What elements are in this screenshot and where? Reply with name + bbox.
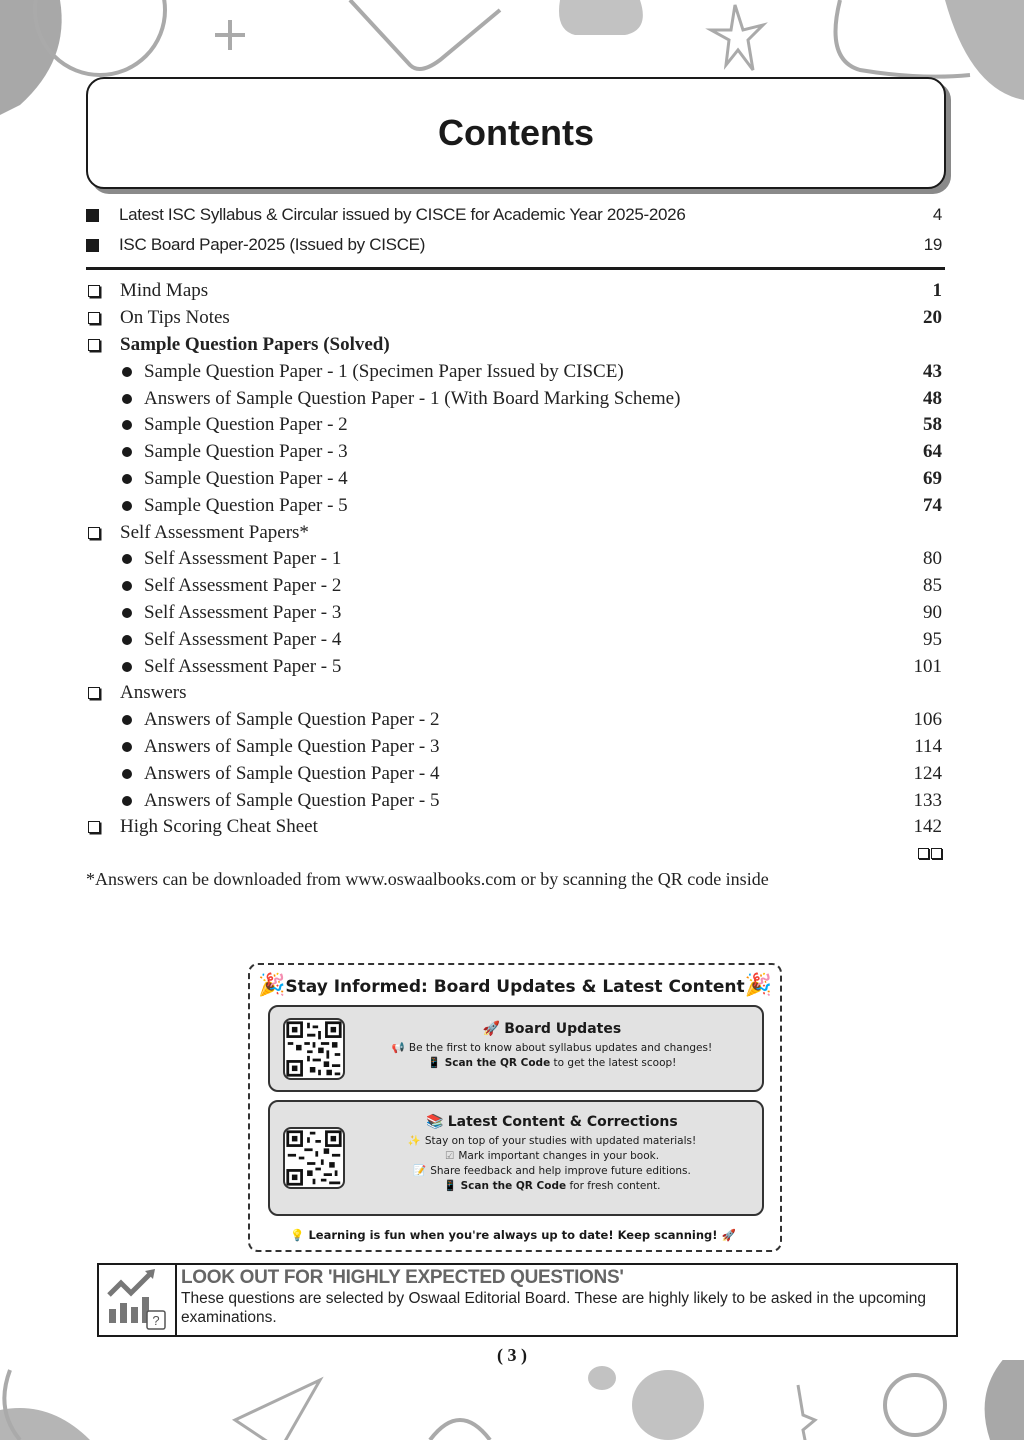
toc-label: Sample Question Paper - 2	[144, 414, 348, 436]
toc-page-number: 20	[923, 307, 942, 329]
toc-page-number: 1	[932, 280, 942, 302]
checkbox-bullet-icon	[88, 339, 100, 351]
toc-item[interactable]	[86, 787, 942, 814]
toc-item[interactable]	[86, 546, 942, 573]
toc-page-number: 80	[923, 548, 942, 570]
toc-label: Sample Question Paper - 1 (Specimen Paper Issued by CISCE)	[144, 360, 624, 382]
scan-qr-label: Scan the QR Code	[444, 1057, 551, 1069]
toc-page-number: 85	[923, 575, 942, 597]
qr-code-board-updates[interactable]	[283, 1018, 345, 1080]
toc-label: Sample Question Paper - 4	[144, 467, 348, 489]
toc-item[interactable]	[86, 466, 942, 493]
featured-item-page: 19	[923, 235, 942, 254]
toc-page-number: 133	[913, 789, 942, 811]
toc-item[interactable]	[86, 412, 942, 439]
toc-item[interactable]	[86, 760, 942, 787]
panel-line: to get the latest scoop!	[550, 1057, 677, 1069]
toc-item[interactable]	[86, 653, 942, 680]
toc-section[interactable]	[86, 278, 942, 305]
toc-section[interactable]	[86, 680, 942, 707]
dot-bullet-icon	[122, 367, 132, 377]
featured-item-label: Latest ISC Syllabus & Circular issued by CISCE for Academic Year 2025-2026	[119, 205, 686, 224]
toc-label: Self Assessment Papers*	[120, 521, 309, 543]
toc-page-number: 142	[913, 816, 942, 838]
dot-bullet-icon	[122, 742, 132, 752]
panel-line: Stay on top of your studies with updated materials!	[424, 1135, 697, 1147]
dot-bullet-icon	[122, 662, 132, 672]
highly-expected-questions-box	[97, 1263, 958, 1337]
board-updates-panel	[268, 1005, 764, 1092]
qr-code-latest-content[interactable]	[283, 1127, 345, 1189]
toc-page-number: 90	[923, 601, 942, 623]
dot-bullet-icon	[122, 554, 132, 564]
memo-icon: 📝	[413, 1165, 427, 1177]
toc-page-number: 95	[923, 628, 942, 650]
toc-label: High Scoring Cheat Sheet	[120, 816, 318, 838]
toc-label: Answers of Sample Question Paper - 4	[144, 762, 440, 784]
checkbox-bullet-icon	[88, 285, 100, 297]
toc-item[interactable]	[86, 385, 942, 412]
toc-page-number: 69	[923, 467, 942, 489]
dot-bullet-icon	[122, 769, 132, 779]
books-icon: 📚	[426, 1114, 444, 1130]
toc-item[interactable]	[86, 626, 942, 653]
megaphone-icon: 📢	[391, 1042, 405, 1054]
toc-item[interactable]	[86, 439, 942, 466]
dot-bullet-icon	[122, 715, 132, 725]
rocket-icon: 🚀	[482, 1021, 501, 1037]
latest-content-content	[350, 1114, 754, 1194]
end-marks-icon	[918, 848, 942, 859]
toc-label: Self Assessment Paper - 1	[144, 548, 342, 570]
phone-icon: 📱	[443, 1180, 457, 1192]
rocket-icon: 🚀	[721, 1228, 736, 1242]
toc-label: Sample Question Paper - 5	[144, 494, 348, 516]
toc-item[interactable]	[86, 358, 942, 385]
toc-label: Mind Maps	[120, 280, 209, 302]
toc-item[interactable]	[86, 573, 942, 600]
toc-page-number: 114	[914, 735, 942, 757]
toc-item[interactable]	[86, 600, 942, 627]
scan-qr-label: Scan the QR Code	[460, 1180, 567, 1192]
toc-page-number: 74	[923, 494, 942, 516]
contents-title-box	[86, 77, 946, 189]
toc-page-number: 43	[923, 360, 942, 382]
decorative-doodles-bottom	[0, 1360, 1024, 1440]
square-bullet-icon	[86, 209, 99, 222]
dot-bullet-icon	[122, 581, 132, 591]
toc-item[interactable]	[86, 734, 942, 761]
toc-label: Answers	[120, 682, 187, 704]
dot-bullet-icon	[122, 474, 132, 484]
panel-line: Share feedback and help improve future editions.	[430, 1165, 691, 1177]
square-bullet-icon	[86, 239, 99, 252]
party-popper-icon: 🎉	[258, 973, 286, 998]
panel-line: for fresh content.	[566, 1180, 661, 1192]
toc-section[interactable]	[86, 814, 942, 841]
toc-section[interactable]	[86, 519, 942, 546]
qr-code-icon	[285, 1129, 343, 1187]
toc-label: Sample Question Paper - 3	[144, 441, 348, 463]
checkbox-bullet-icon	[88, 821, 100, 833]
table-of-contents	[86, 278, 942, 841]
panel-title: Latest Content & Corrections	[447, 1114, 678, 1130]
checkbox-bullet-icon	[88, 687, 100, 699]
panel-line: Be the first to know about syllabus updates and changes!	[408, 1042, 713, 1054]
page-number: ( 3 )	[497, 1345, 527, 1365]
toc-label: Self Assessment Paper - 3	[144, 601, 342, 623]
checkbox-icon: ☑	[444, 1150, 455, 1162]
page-title: Contents	[438, 112, 594, 153]
lightbulb-icon: 💡	[290, 1228, 305, 1242]
board-updates-content	[350, 1021, 754, 1071]
phone-icon: 📱	[427, 1057, 441, 1069]
toc-page-number: 101	[913, 655, 942, 677]
dot-bullet-icon	[122, 394, 132, 404]
toc-page-number: 106	[913, 709, 942, 731]
hint-title: LOOK OUT FOR 'HIGHLY EXPECTED QUESTIONS'	[181, 1267, 624, 1288]
toc-item[interactable]	[86, 492, 942, 519]
footnote: *Answers can be downloaded from www.oswaalbooks.com or by scanning the QR code inside	[86, 869, 769, 889]
toc-label: Self Assessment Paper - 4	[144, 628, 342, 650]
dot-bullet-icon	[122, 420, 132, 430]
featured-item-page: 4	[932, 205, 942, 224]
toc-page-number: 124	[913, 762, 942, 784]
toc-item[interactable]	[86, 707, 942, 734]
toc-label: Self Assessment Paper - 5	[144, 655, 342, 677]
toc-page-number: 58	[923, 414, 942, 436]
toc-label: Answers of Sample Question Paper - 3	[144, 735, 440, 757]
card-title: Stay Informed: Board Updates & Latest Content	[285, 977, 745, 997]
dot-bullet-icon	[122, 447, 132, 457]
card-footer	[250, 1228, 780, 1242]
toc-label: Self Assessment Paper - 2	[144, 575, 342, 597]
dot-bullet-icon	[122, 501, 132, 511]
featured-item-label: ISC Board Paper-2025 (Issued by CISCE)	[119, 235, 426, 254]
svg-text:?: ?	[152, 1313, 160, 1328]
toc-section[interactable]	[86, 305, 942, 332]
footer-text: Learning is fun when you're always up to date! Keep scanning!	[308, 1228, 718, 1242]
toc-label: Sample Question Papers (Solved)	[120, 333, 390, 355]
hint-description: These questions are selected by Oswaal Editorial Board. These are highly likely to be asked in the upcoming examinations.	[181, 1290, 926, 1326]
panel-title: Board Updates	[504, 1021, 622, 1037]
featured-item[interactable]	[86, 230, 942, 260]
toc-page-number: 64	[923, 441, 942, 463]
sparkles-icon: ✨	[407, 1135, 421, 1147]
toc-label: Answers of Sample Question Paper - 1 (With Board Marking Scheme)	[144, 387, 681, 409]
stay-informed-card	[248, 963, 782, 1252]
dot-bullet-icon	[122, 796, 132, 806]
party-popper-icon: 🎉	[744, 973, 772, 998]
divider	[86, 267, 945, 270]
checkbox-bullet-icon	[88, 312, 100, 324]
panel-line: Mark important changes in your book.	[458, 1150, 660, 1162]
toc-section[interactable]	[86, 332, 942, 359]
qr-code-icon	[285, 1020, 343, 1078]
trending-chart-question-icon	[99, 1265, 177, 1335]
featured-list	[86, 200, 942, 260]
featured-item[interactable]	[86, 200, 942, 230]
toc-page-number: 48	[923, 387, 942, 409]
toc-label: On Tips Notes	[120, 307, 230, 329]
toc-label: Answers of Sample Question Paper - 5	[144, 789, 440, 811]
dot-bullet-icon	[122, 635, 132, 645]
toc-label: Answers of Sample Question Paper - 2	[144, 709, 440, 731]
latest-content-panel	[268, 1100, 764, 1216]
checkbox-bullet-icon	[88, 527, 100, 539]
dot-bullet-icon	[122, 608, 132, 618]
